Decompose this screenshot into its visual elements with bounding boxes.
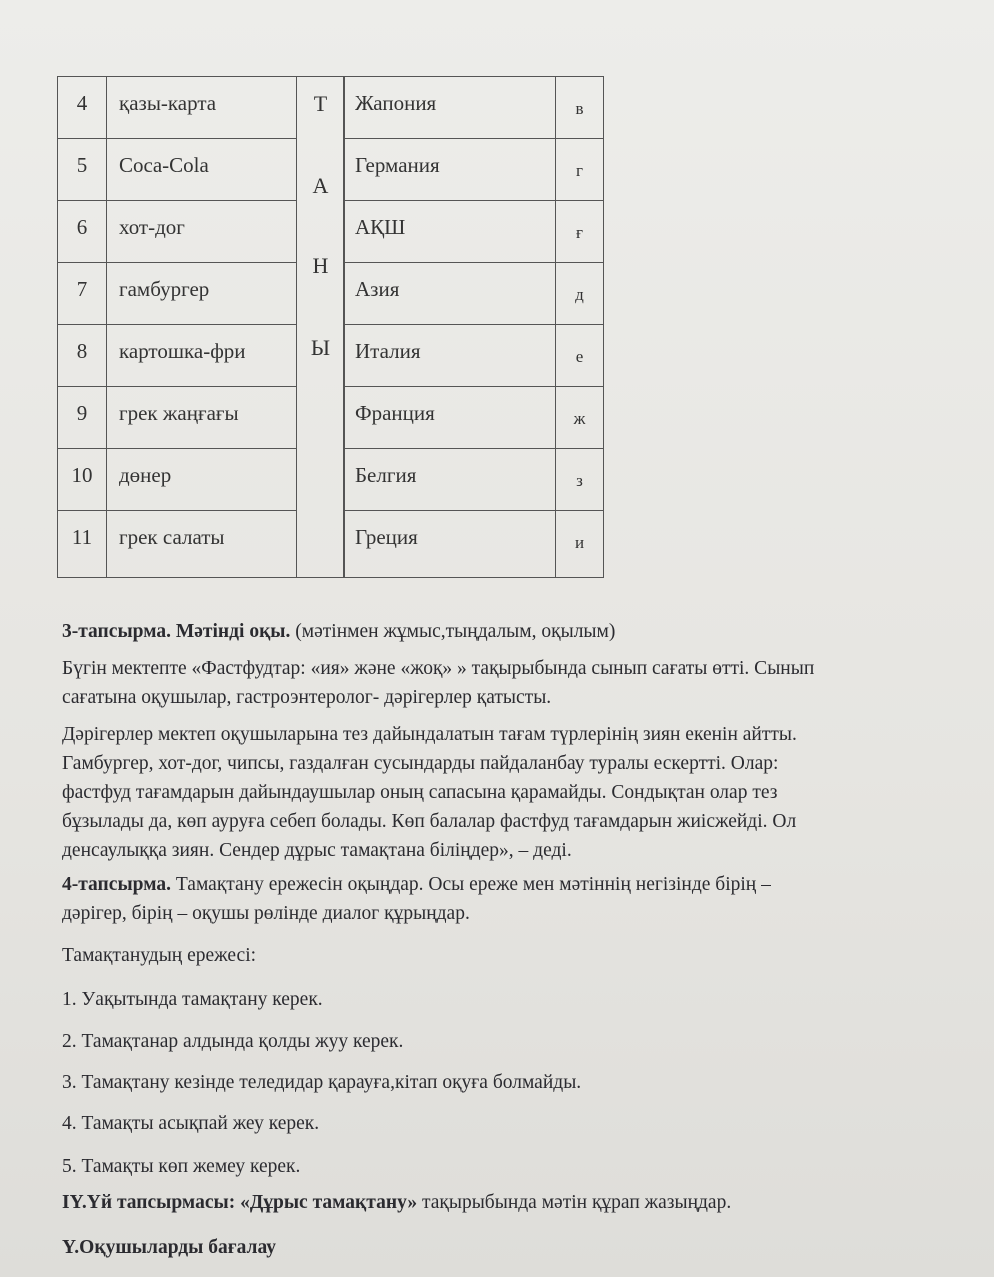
task4-block xyxy=(62,870,952,928)
country-cell: Германия xyxy=(344,138,556,201)
task4-line2: дәрігер, бірің – оқушы рөлінде диалог құрыңдар. xyxy=(62,903,470,924)
homework-title: IY.Үй тапсырмасы: «Дұрыс тамақтану» xyxy=(62,1192,418,1213)
food-cell: грек жаңғағы xyxy=(107,386,297,449)
country-cell: Белгия xyxy=(344,448,556,511)
row-number: 8 xyxy=(57,324,107,387)
letter-cell: и xyxy=(556,510,604,578)
food-cell: картошка-фри xyxy=(107,324,297,387)
country-cell: Азия xyxy=(344,262,556,325)
letter-cell: з xyxy=(556,448,604,511)
middle-letter: Н xyxy=(312,253,329,278)
text-line: денсаулыққа зиян. Сендер дұрыс тамақтана біліңдер», – деді. xyxy=(62,840,572,861)
task3-title: 3-тапсырма. Мәтінді оқы. xyxy=(62,621,291,642)
text-line: Гамбургер, хот-дог, чипсы, газдалған сусындарды пайдаланбау туралы ескертті. Олар: xyxy=(62,753,779,774)
country-cell: Греция xyxy=(344,510,556,578)
row-number: 10 xyxy=(57,448,107,511)
middle-letter: Т xyxy=(313,91,328,116)
row-number: 7 xyxy=(57,262,107,325)
text-line: Бүгін мектепте «Фастфудтар: «ия» және «жоқ» » тақырыбында сынып сағаты өтті. Сынып xyxy=(62,658,815,679)
homework-rest: тақырыбында мәтін құрап жазыңдар. xyxy=(421,1192,732,1213)
food-cell: қазы-карта xyxy=(107,76,297,139)
rules-heading: Тамақтанудың ережесі: xyxy=(62,945,257,966)
letter-cell: д xyxy=(556,262,604,325)
row-number: 6 xyxy=(57,200,107,263)
text-line: Дәрігерлер мектеп оқушыларына тез дайындалатын тағам түрлерінің зиян екенін айтты. xyxy=(62,724,797,745)
country-cell: Жапония xyxy=(344,76,556,139)
text-line xyxy=(62,870,952,899)
letter-cell: ж xyxy=(556,386,604,449)
country-cell: Италия xyxy=(344,324,556,387)
task3-paragraph-2 xyxy=(62,720,952,865)
middle-letter: Ы xyxy=(310,335,331,360)
rule-item: 4. Тамақты асықпай жеу керек. xyxy=(62,1113,320,1134)
food-cell: грек салаты xyxy=(107,510,297,578)
letter-cell: в xyxy=(556,76,604,139)
row-number: 4 xyxy=(57,76,107,139)
text-line: фастфуд тағамдарын дайындаушылар оның сапасына қарамайды. Сондықтан олар тез xyxy=(62,782,778,803)
food-cell: гамбургер xyxy=(107,262,297,325)
rule-item: 3. Тамақтану кезінде теледидар қарауға,кітап оқуға болмайды. xyxy=(62,1072,582,1093)
row-number: 11 xyxy=(57,510,107,578)
row-number: 5 xyxy=(57,138,107,201)
text-line: бұзылады да, көп ауруға себеп болады. Көп балалар фастфуд тағамдарын жиісжейді. Ол xyxy=(62,811,797,832)
task4-title: 4-тапсырма. xyxy=(62,874,171,895)
rule-item: 2. Тамақтанар алдында қолды жуу керек. xyxy=(62,1031,404,1052)
letter-cell: е xyxy=(556,324,604,387)
country-cell: АҚШ xyxy=(344,200,556,263)
country-cell: Франция xyxy=(344,386,556,449)
task3-heading xyxy=(62,617,952,646)
row-number: 9 xyxy=(57,386,107,449)
rule-item: 1. Уақытында тамақтану керек. xyxy=(62,989,323,1010)
food-cell: хот-дог xyxy=(107,200,297,263)
rule-item: 5. Тамақты көп жемеу керек. xyxy=(62,1156,301,1177)
task3-paragraph-1 xyxy=(62,654,952,712)
task4-line1: Тамақтану ережесін оқыңдар. Осы ереже мен мәтіннің негізінде бірің – xyxy=(175,874,771,895)
food-cell: Coca-Cola xyxy=(107,138,297,201)
middle-letter: А xyxy=(312,173,329,198)
task3-subtitle: (мәтінмен жұмыс,тыңдалым, оқылым) xyxy=(295,621,616,642)
table-middle-column xyxy=(297,76,344,578)
food-cell: дөнер xyxy=(107,448,297,511)
assessment-title: Y.Оқушыларды бағалау xyxy=(62,1237,276,1258)
letter-cell: ғ xyxy=(556,200,604,263)
homework-line xyxy=(62,1188,952,1217)
text-line: сағатына оқушылар, гастроэнтеролог- дәрігерлер қатысты. xyxy=(62,687,552,708)
letter-cell: г xyxy=(556,138,604,201)
